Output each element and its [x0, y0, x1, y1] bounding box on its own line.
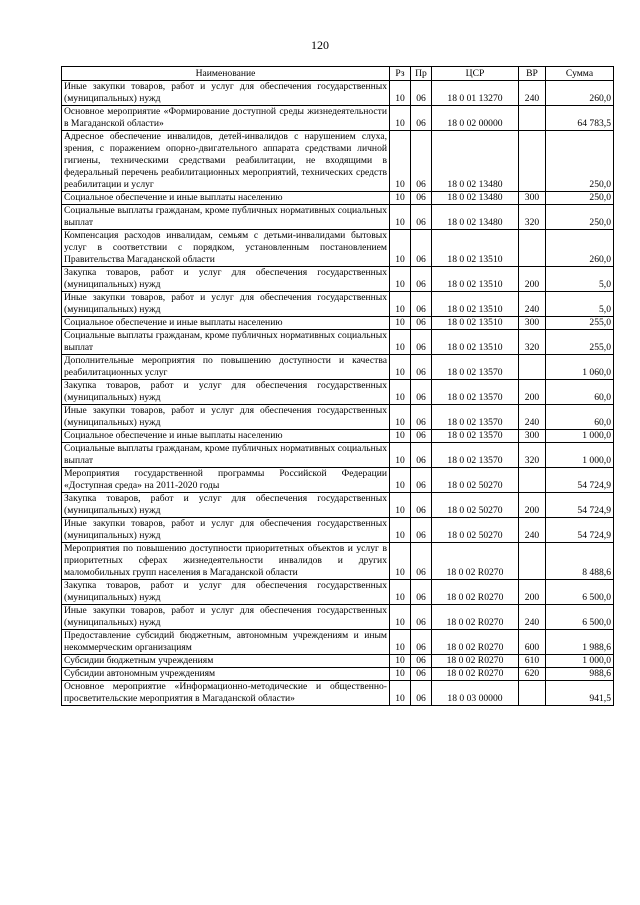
cell-csr: 18 0 02 R0270 — [432, 668, 519, 681]
cell-rz: 10 — [390, 317, 411, 330]
cell-vr: 240 — [519, 605, 546, 630]
cell-sum: 1 988,6 — [546, 630, 614, 655]
table-row — [62, 380, 614, 405]
cell-name: Иные закупки товаров, работ и услуг для обеспечения государственных (муниципальных) нужд — [62, 518, 390, 543]
header-pr: Пр — [411, 67, 432, 81]
cell-csr: 18 0 02 50270 — [432, 493, 519, 518]
cell-pr: 06 — [411, 380, 432, 405]
cell-pr: 06 — [411, 230, 432, 267]
cell-name: Мероприятия по повышению доступности приоритетных объектов и услуг в приоритетных сферах жизнедеятельности инвалидов и других маломобильных групп населения в Магаданской области — [62, 543, 390, 580]
table-row — [62, 205, 614, 230]
cell-rz: 10 — [390, 655, 411, 668]
cell-vr: 300 — [519, 430, 546, 443]
cell-csr: 18 0 02 13510 — [432, 330, 519, 355]
cell-vr: 320 — [519, 443, 546, 468]
cell-pr: 06 — [411, 468, 432, 493]
table-row — [62, 430, 614, 443]
table-row — [62, 668, 614, 681]
cell-csr: 18 0 02 R0270 — [432, 580, 519, 605]
cell-sum: 250,0 — [546, 205, 614, 230]
cell-name: Компенсация расходов инвалидам, семьям с детьми-инвалидами бытовых услуг в соответствии с порядком, установленным постановлением Правительства Магаданской области — [62, 230, 390, 267]
cell-name: Социальные выплаты гражданам, кроме публичных нормативных социальных выплат — [62, 205, 390, 230]
cell-pr: 06 — [411, 317, 432, 330]
cell-rz: 10 — [390, 292, 411, 317]
table-row — [62, 681, 614, 706]
header-rz: Рз — [390, 67, 411, 81]
cell-csr: 18 0 02 13570 — [432, 443, 519, 468]
cell-csr: 18 0 02 13510 — [432, 292, 519, 317]
cell-pr: 06 — [411, 493, 432, 518]
cell-vr — [519, 468, 546, 493]
cell-sum: 54 724,9 — [546, 518, 614, 543]
table-row — [62, 493, 614, 518]
cell-rz: 10 — [390, 543, 411, 580]
cell-csr: 18 0 02 00000 — [432, 106, 519, 131]
cell-name: Закупка товаров, работ и услуг для обеспечения государственных (муниципальных) нужд — [62, 380, 390, 405]
cell-vr — [519, 131, 546, 192]
cell-sum: 5,0 — [546, 267, 614, 292]
cell-name: Социальное обеспечение и иные выплаты населению — [62, 192, 390, 205]
cell-rz: 10 — [390, 518, 411, 543]
cell-rz: 10 — [390, 81, 411, 106]
cell-vr: 600 — [519, 630, 546, 655]
table-row — [62, 630, 614, 655]
cell-rz: 10 — [390, 330, 411, 355]
cell-csr: 18 0 02 13480 — [432, 192, 519, 205]
cell-csr: 18 0 02 50270 — [432, 518, 519, 543]
cell-pr: 06 — [411, 443, 432, 468]
cell-vr: 620 — [519, 668, 546, 681]
cell-name: Иные закупки товаров, работ и услуг для обеспечения государственных (муниципальных) нужд — [62, 405, 390, 430]
cell-pr: 06 — [411, 543, 432, 580]
cell-vr — [519, 681, 546, 706]
cell-vr: 240 — [519, 518, 546, 543]
cell-vr — [519, 543, 546, 580]
cell-csr: 18 0 03 00000 — [432, 681, 519, 706]
table-header-row — [62, 67, 614, 81]
cell-csr: 18 0 02 13480 — [432, 205, 519, 230]
cell-vr: 200 — [519, 267, 546, 292]
cell-vr: 320 — [519, 205, 546, 230]
cell-sum: 255,0 — [546, 317, 614, 330]
page-number: 120 — [311, 38, 329, 52]
table-row — [62, 580, 614, 605]
cell-vr — [519, 355, 546, 380]
cell-sum: 54 724,9 — [546, 493, 614, 518]
cell-pr: 06 — [411, 355, 432, 380]
cell-pr: 06 — [411, 405, 432, 430]
cell-sum: 250,0 — [546, 192, 614, 205]
cell-rz: 10 — [390, 230, 411, 267]
cell-sum: 6 500,0 — [546, 605, 614, 630]
cell-vr: 240 — [519, 292, 546, 317]
cell-vr: 240 — [519, 81, 546, 106]
cell-csr: 18 0 02 R0270 — [432, 655, 519, 668]
cell-sum: 941,5 — [546, 681, 614, 706]
cell-name: Адресное обеспечение инвалидов, детей-инвалидов с нарушением слуха, зрения, с поражением опорно-двигательного аппарата средствами личной гигиены, техническими средствами реабилитации, не входящими в федеральный перечень реабилитационных мероприятий, технических средств реабилитации и услуг — [62, 131, 390, 192]
table-row — [62, 131, 614, 192]
cell-pr: 06 — [411, 81, 432, 106]
cell-vr: 320 — [519, 330, 546, 355]
cell-rz: 10 — [390, 106, 411, 131]
cell-vr: 240 — [519, 405, 546, 430]
cell-csr: 18 0 02 13510 — [432, 317, 519, 330]
cell-csr: 18 0 02 50270 — [432, 468, 519, 493]
cell-sum: 250,0 — [546, 131, 614, 192]
cell-name: Закупка товаров, работ и услуг для обеспечения государственных (муниципальных) нужд — [62, 493, 390, 518]
cell-csr: 18 0 02 13570 — [432, 380, 519, 405]
cell-rz: 10 — [390, 430, 411, 443]
table-row — [62, 355, 614, 380]
table-row — [62, 543, 614, 580]
cell-name: Социальные выплаты гражданам, кроме публичных нормативных социальных выплат — [62, 443, 390, 468]
table-row — [62, 81, 614, 106]
header-sum: Сумма — [546, 67, 614, 81]
budget-table — [61, 66, 614, 706]
cell-sum: 5,0 — [546, 292, 614, 317]
cell-name: Дополнительные мероприятия по повышению доступности и качества реабилитационных услуг — [62, 355, 390, 380]
cell-csr: 18 0 02 R0270 — [432, 630, 519, 655]
table-row — [62, 292, 614, 317]
cell-rz: 10 — [390, 443, 411, 468]
cell-sum: 988,6 — [546, 668, 614, 681]
cell-pr: 06 — [411, 655, 432, 668]
cell-name: Социальное обеспечение и иные выплаты населению — [62, 317, 390, 330]
cell-name: Социальные выплаты гражданам, кроме публичных нормативных социальных выплат — [62, 330, 390, 355]
cell-rz: 10 — [390, 405, 411, 430]
cell-pr: 06 — [411, 668, 432, 681]
cell-vr: 200 — [519, 580, 546, 605]
cell-name: Мероприятия государственной программы Российской Федерации «Доступная среда» на 2011-2020 годы — [62, 468, 390, 493]
cell-sum: 1 000,0 — [546, 430, 614, 443]
cell-rz: 10 — [390, 493, 411, 518]
cell-rz: 10 — [390, 355, 411, 380]
cell-rz: 10 — [390, 630, 411, 655]
table-row — [62, 518, 614, 543]
cell-sum: 64 783,5 — [546, 106, 614, 131]
cell-name: Социальное обеспечение и иные выплаты населению — [62, 430, 390, 443]
table-row — [62, 605, 614, 630]
cell-vr: 200 — [519, 380, 546, 405]
cell-pr: 06 — [411, 205, 432, 230]
cell-csr: 18 0 02 13480 — [432, 131, 519, 192]
cell-rz: 10 — [390, 205, 411, 230]
cell-pr: 06 — [411, 430, 432, 443]
cell-pr: 06 — [411, 605, 432, 630]
cell-rz: 10 — [390, 605, 411, 630]
cell-sum: 260,0 — [546, 81, 614, 106]
cell-pr: 06 — [411, 106, 432, 131]
table-row — [62, 230, 614, 267]
cell-name: Основное мероприятие «Информационно-методические и общественно-просветительские мероприятия в Магаданской области» — [62, 681, 390, 706]
cell-name: Иные закупки товаров, работ и услуг для обеспечения государственных (муниципальных) нужд — [62, 605, 390, 630]
cell-rz: 10 — [390, 668, 411, 681]
table-row — [62, 468, 614, 493]
table-row — [62, 267, 614, 292]
cell-name: Закупка товаров, работ и услуг для обеспечения государственных (муниципальных) нужд — [62, 580, 390, 605]
table-row — [62, 192, 614, 205]
cell-vr: 300 — [519, 317, 546, 330]
cell-csr: 18 0 02 13570 — [432, 355, 519, 380]
table-row — [62, 655, 614, 668]
cell-pr: 06 — [411, 192, 432, 205]
cell-vr: 610 — [519, 655, 546, 668]
cell-sum: 60,0 — [546, 380, 614, 405]
cell-csr: 18 0 02 R0270 — [432, 543, 519, 580]
cell-rz: 10 — [390, 131, 411, 192]
cell-sum: 1 060,0 — [546, 355, 614, 380]
cell-name: Основное мероприятие «Формирование доступной среды жизнедеятельности в Магаданской области» — [62, 106, 390, 131]
header-name: Наименование — [62, 67, 390, 81]
cell-name: Предоставление субсидий бюджетным, автономным учреждениям и иным некоммерческим организациям — [62, 630, 390, 655]
cell-pr: 06 — [411, 681, 432, 706]
cell-vr: 200 — [519, 493, 546, 518]
cell-pr: 06 — [411, 267, 432, 292]
cell-vr: 300 — [519, 192, 546, 205]
cell-name: Иные закупки товаров, работ и услуг для обеспечения государственных (муниципальных) нужд — [62, 292, 390, 317]
table-row — [62, 317, 614, 330]
cell-sum: 255,0 — [546, 330, 614, 355]
cell-pr: 06 — [411, 330, 432, 355]
cell-name: Закупка товаров, работ и услуг для обеспечения государственных (муниципальных) нужд — [62, 267, 390, 292]
cell-name: Субсидии автономным учреждениям — [62, 668, 390, 681]
cell-rz: 10 — [390, 580, 411, 605]
cell-rz: 10 — [390, 681, 411, 706]
cell-csr: 18 0 01 13270 — [432, 81, 519, 106]
cell-sum: 8 488,6 — [546, 543, 614, 580]
cell-pr: 06 — [411, 292, 432, 317]
cell-rz: 10 — [390, 192, 411, 205]
cell-csr: 18 0 02 R0270 — [432, 605, 519, 630]
table-row — [62, 443, 614, 468]
cell-sum: 6 500,0 — [546, 580, 614, 605]
cell-csr: 18 0 02 13570 — [432, 405, 519, 430]
cell-name: Субсидии бюджетным учреждениям — [62, 655, 390, 668]
cell-sum: 1 000,0 — [546, 655, 614, 668]
cell-vr — [519, 106, 546, 131]
cell-rz: 10 — [390, 468, 411, 493]
cell-sum: 60,0 — [546, 405, 614, 430]
cell-sum: 1 000,0 — [546, 443, 614, 468]
cell-pr: 06 — [411, 580, 432, 605]
cell-rz: 10 — [390, 267, 411, 292]
cell-name: Иные закупки товаров, работ и услуг для обеспечения государственных (муниципальных) нужд — [62, 81, 390, 106]
cell-pr: 06 — [411, 518, 432, 543]
cell-csr: 18 0 02 13510 — [432, 230, 519, 267]
cell-vr — [519, 230, 546, 267]
cell-csr: 18 0 02 13510 — [432, 267, 519, 292]
cell-csr: 18 0 02 13570 — [432, 430, 519, 443]
cell-pr: 06 — [411, 630, 432, 655]
table-row — [62, 405, 614, 430]
cell-sum: 54 724,9 — [546, 468, 614, 493]
header-csr: ЦСР — [432, 67, 519, 81]
table-row — [62, 330, 614, 355]
header-vr: ВР — [519, 67, 546, 81]
table-row — [62, 106, 614, 131]
cell-sum: 260,0 — [546, 230, 614, 267]
cell-pr: 06 — [411, 131, 432, 192]
cell-rz: 10 — [390, 380, 411, 405]
